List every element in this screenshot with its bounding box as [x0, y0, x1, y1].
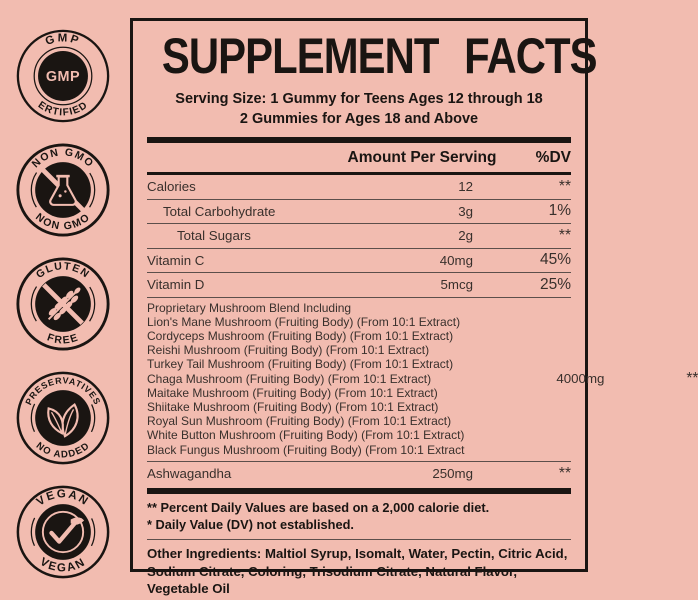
row-amount: 12	[458, 179, 473, 195]
row-label: Vitamin C	[147, 252, 205, 268]
badge-bottom-text: NO ADDED	[33, 440, 93, 461]
row-dv: **	[558, 177, 571, 195]
preservatives-no-added-badge	[15, 370, 111, 466]
table-row-mushroom-blend	[147, 298, 698, 462]
blend-item: Shiitake Mushroom (Fruiting Body) (From 10:1 Extract)	[147, 399, 439, 414]
row-amount: 40mg	[439, 252, 473, 268]
gluten-free-badge	[15, 256, 111, 352]
table-row-ashwagandha	[147, 462, 571, 487]
vegan-badge	[15, 484, 111, 580]
footnote-daily-values: ** Percent Daily Values are based on a 2,000 calorie diet.	[147, 500, 490, 516]
table-row-calories	[147, 175, 571, 200]
row-amount: 5mcg	[440, 277, 473, 293]
gmp-center-text: GMP	[45, 68, 81, 85]
serving-size-line1: Serving Size: 1 Gummy for Teens Ages 12 through 18	[175, 91, 543, 107]
row-label: Calories	[147, 179, 196, 195]
table-row-vitamin-d	[147, 273, 571, 298]
blend-item: Turkey Tail Mushroom (Fruiting Body) (From 10:1 Extract)	[147, 357, 454, 372]
blend-ingredient-list	[147, 301, 464, 457]
row-dv: 45%	[539, 251, 571, 269]
blend-item: Royal Sun Mushroom (Fruiting Body) (From 10:1 Extract)	[147, 414, 452, 429]
row-dv: **	[558, 464, 571, 482]
column-header-dv: %DV	[535, 148, 571, 166]
svg-text:FREE	[46, 331, 81, 346]
gmp-certified-badge	[15, 28, 111, 124]
badge-top-text: GMP	[43, 32, 83, 48]
blend-dv: **	[686, 369, 698, 387]
row-dv: 1%	[548, 202, 571, 220]
divider-thick-bottom	[147, 488, 571, 494]
blend-item: Maitake Mushroom (Fruiting Body) (From 10:1 Extract)	[147, 385, 438, 400]
badge-bottom-text: FREE	[45, 331, 81, 347]
badge-bottom-text: VEGAN	[37, 555, 89, 575]
blend-item: Cordyceps Mushroom (Fruiting Body) (From 10:1 Extract)	[147, 328, 454, 343]
column-header-amount: Amount Per Serving	[347, 148, 497, 166]
blend-item: Reishi Mushroom (Fruiting Body) (From 10:1 Extract)	[147, 343, 430, 358]
blend-heading: Proprietary Mushroom Blend Including	[147, 300, 352, 315]
divider-thin	[147, 539, 571, 540]
blend-item: Chaga Mushroom (Fruiting Body) (From 10:1 Extract)	[147, 371, 432, 386]
blend-item: Black Fungus Mushroom (Fruiting Body) (From 10:1 Extract	[147, 442, 465, 457]
badge-top-text: GLUTEN	[33, 260, 93, 282]
footnote-dv-not-established: * Daily Value (DV) not established.	[147, 516, 354, 532]
blend-item: White Button Mushroom (Fruiting Body) (From 10:1 Extract)	[147, 428, 465, 443]
row-label: Ashwagandha	[147, 466, 232, 482]
row-dv: **	[558, 226, 571, 244]
badge-bottom-text: NON GMO	[33, 210, 93, 233]
row-amount: 2g	[458, 228, 473, 244]
row-amount: 3g	[458, 203, 473, 219]
badge-top-text: PRESERVATIVES	[23, 375, 103, 407]
footnotes	[147, 500, 571, 533]
panel-title: SUPPLEMENT FACTS	[161, 26, 597, 85]
table-row-total-carbohydrate	[147, 200, 571, 225]
row-label: Total Carbohydrate	[163, 203, 276, 219]
serving-size-line2: 2 Gummies for Ages 18 and Above	[239, 111, 479, 127]
blend-amount: 4000mg	[556, 371, 605, 387]
badge-top-text: NON GMO	[29, 146, 97, 171]
table-header-row	[147, 143, 571, 172]
non-gmo-badge	[15, 142, 111, 238]
serving-size	[147, 89, 571, 129]
table-row-vitamin-c	[147, 249, 571, 274]
row-label: Total Sugars	[177, 228, 251, 244]
other-ingredients: Other Ingredients: Maltiol Syrup, Isomalt, Water, Pectin, Citric Acid, Sodium Citrate, Coloring, Trisodium Citrate, Natural Flavor, Vegetable Oil	[147, 546, 568, 597]
supplement-facts-panel	[130, 18, 698, 597]
table-row-total-sugars	[147, 224, 571, 249]
blend-item: Lion's Mane Mushroom (Fruiting Body) (From 10:1 Extract)	[147, 314, 461, 329]
row-amount: 250mg	[432, 466, 473, 482]
badge-bottom-text: ERTIFIED	[35, 99, 91, 119]
svg-text:GMP	[44, 32, 82, 48]
row-label: Vitamin D	[147, 277, 205, 293]
badge-top-text: VEGAN	[34, 488, 92, 509]
row-dv: 25%	[539, 275, 571, 293]
